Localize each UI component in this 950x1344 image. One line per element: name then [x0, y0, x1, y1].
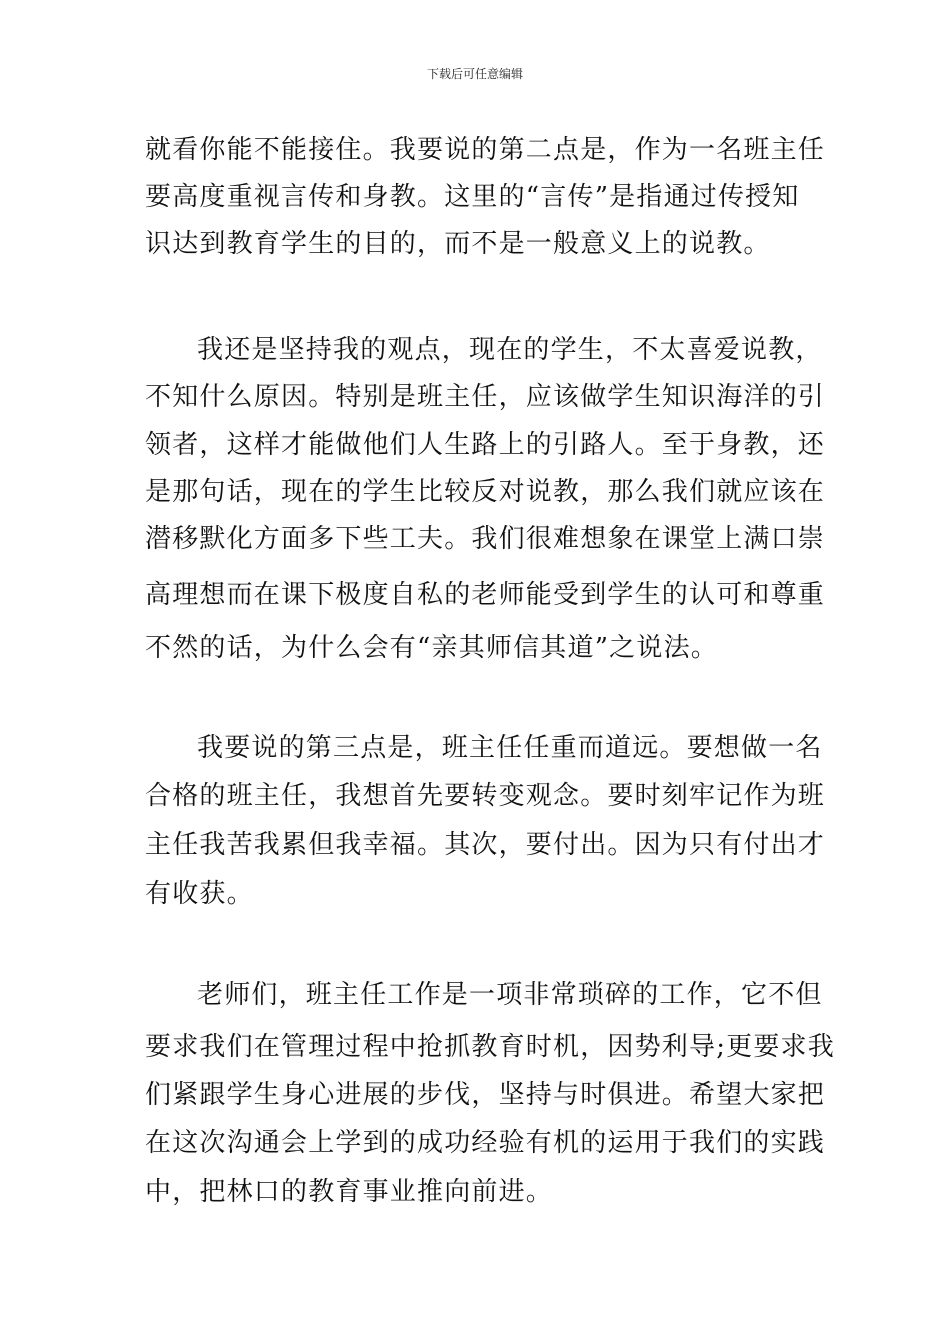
- text-line: 我要说的第三点是，班主任任重而道远。要想做一名: [197, 733, 823, 763]
- text-line: 合格的班主任，我想首先要转变观念。要时刻牢记作为班: [145, 781, 826, 811]
- text-line: 就看你能不能接住。我要说的第二点是，作为一名班主任: [145, 135, 826, 165]
- page-header: 下载后可任意编辑: [426, 67, 523, 81]
- text-line: 不知什么原因。特别是班主任，应该做学生知识海洋的引: [145, 382, 826, 412]
- text-line: 是那句话，现在的学生比较反对说教，那么我们就应该在: [145, 477, 826, 507]
- text-line: 有收获。: [145, 879, 254, 909]
- text-line: 要求我们在管理过程中抢抓教育时机，因势利导;更要求我: [145, 1032, 835, 1062]
- text-line: 要高度重视言传和身教。这里的“言传”是指通过传授知: [145, 182, 800, 212]
- text-line: 在这次沟通会上学到的成功经验有机的运用于我们的实践: [145, 1128, 826, 1158]
- text-line: 我还是坚持我的观点，现在的学生，不太喜爱说教，: [197, 335, 823, 365]
- text-line: 潜移默化方面多下些工夫。我们很难想象在课堂上满口崇: [145, 524, 826, 554]
- text-line: 识达到教育学生的目的，而不是一般意义上的说教。: [145, 229, 771, 259]
- text-line: 老师们，班主任工作是一项非常琐碎的工作，它不但: [197, 980, 823, 1010]
- text-line: 不然的话，为什么会有“亲其师信其道”之说法。: [145, 633, 718, 663]
- text-line: 领者，这样才能做他们人生路上的引路人。至于身教，还: [145, 430, 826, 460]
- text-line: 主任我苦我累但我幸福。其次，要付出。因为只有付出才: [145, 830, 826, 860]
- text-line: 们紧跟学生身心进展的步伐，坚持与时俱进。希望大家把: [145, 1080, 826, 1110]
- text-line: 中，把林口的教育事业推向前进。: [145, 1177, 554, 1207]
- text-line: 高理想而在课下极度自私的老师能受到学生的认可和尊重: [145, 580, 826, 610]
